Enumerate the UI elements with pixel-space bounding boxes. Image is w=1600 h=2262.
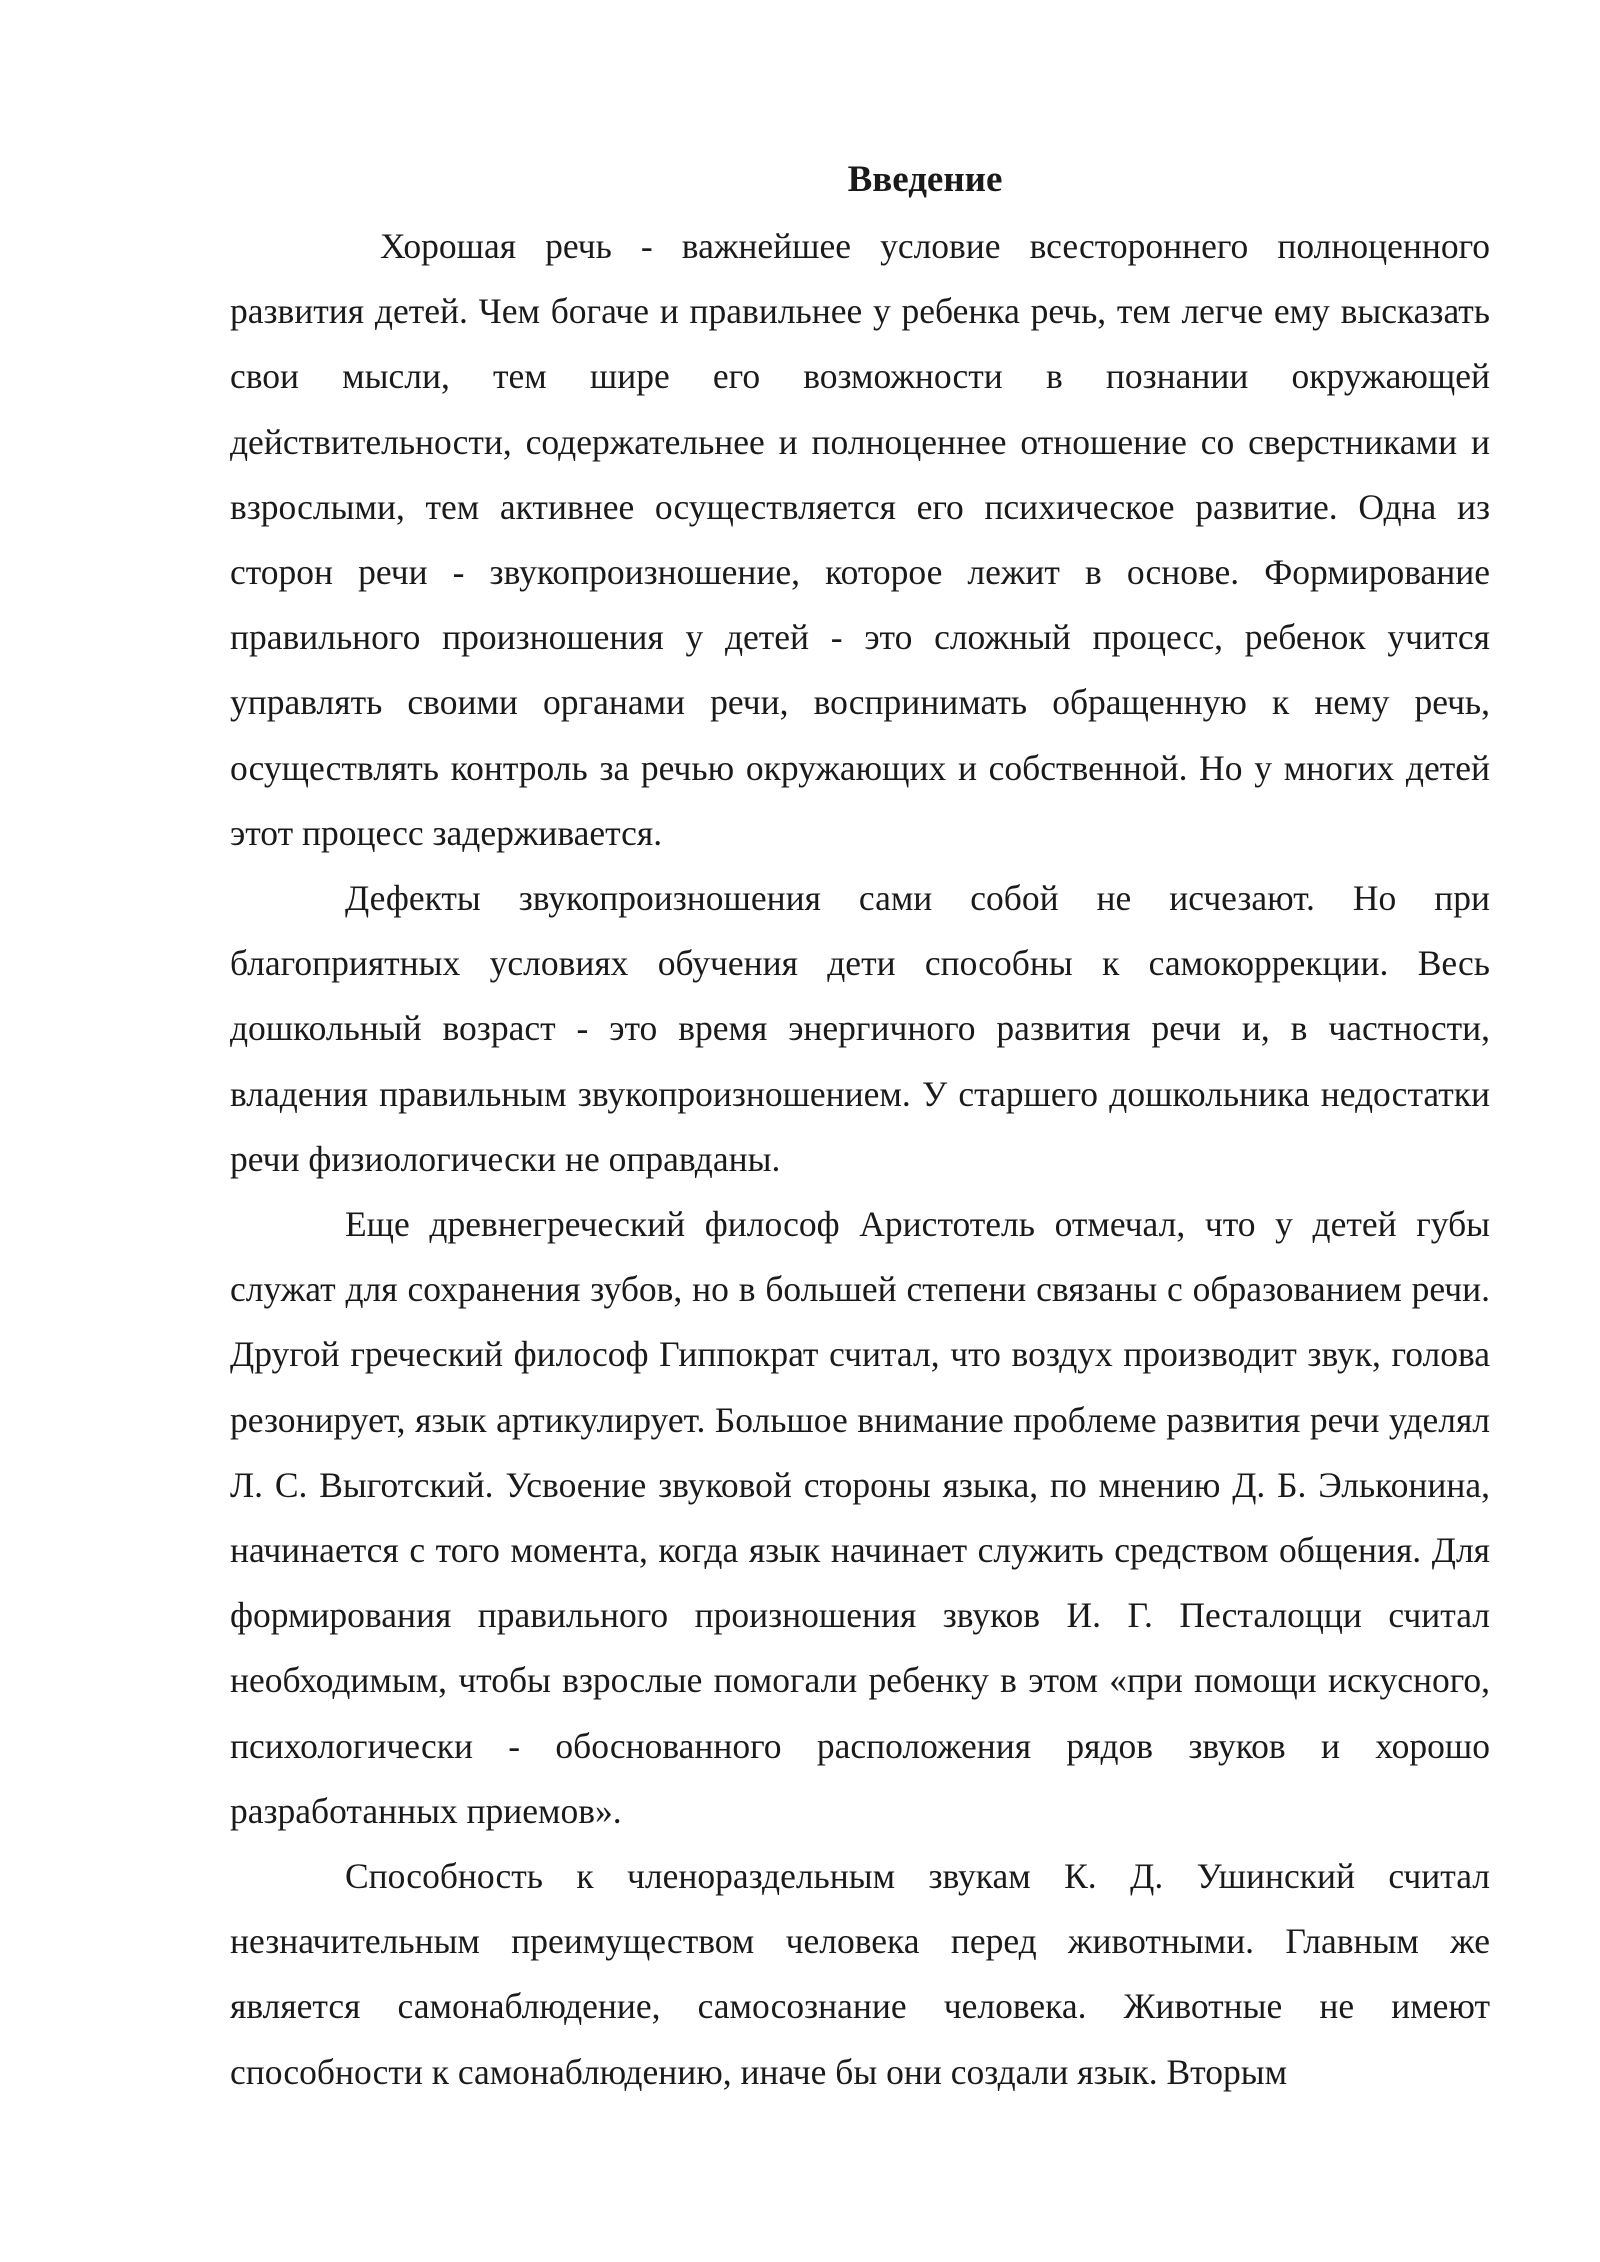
paragraph-4: Способность к членораздельным звукам К. Д. Ушинский считал незначительным преимуществом человека перед животными. Главным же является самонаблюдение, самосознание человека. Животные не имеют способности к самонаблюдению, иначе бы они создали язык. Вторым xyxy=(230,1856,1490,2092)
paragraph-3: Еще древнегреческий философ Аристотель отмечал, что у детей губы служат для сохранения зубов, но в большей степени связаны с образованием речи. Другой греческий философ Гиппократ считал, что воздух производит звук, голова резонирует, язык артикулирует. Большое внимание проблеме развития речи уделял Л. С. Выготский. Усвоение звуковой стороны языка, по мнению Д. Б. Эльконина, начинается с того момента, когда язык начинает служить средством общения. Для формирования правильного произношения звуков И. Г. Песталоцци считал необходимым, чтобы взрослые помогали ребенку в этом «при помощи искусного, психологически - обоснованного расположения рядов звуков и хорошо разработанных приемов». xyxy=(230,1204,1490,1831)
document-body xyxy=(230,150,1490,2105)
paragraph-2: Дефекты звукопроизношения сами собой не исчезают. Но при благоприятных условиях обучения дети способны к самокоррекции. Весь дошкольный возраст - это время энергичного развития речи и, в частности, владения правильным звукопроизношением. У старшего дошкольника недостатки речи физиологически не оправданы. xyxy=(230,878,1490,1179)
paragraph-1: Хорошая речь - важнейшее условие всестороннего полноценного развития детей. Чем богаче и правильнее у ребенка речь, тем легче ему высказать свои мысли, тем шире его возможности в познании окружающей действительности, содержательнее и полноценнее отношение со сверстниками и взрослыми, тем активнее осуществляется его психическое развитие. Одна из сторон речи - звукопроизношение, которое лежит в основе. Формирование правильного произношения у детей - это сложный процесс, ребенок учится управлять своими органами речи, воспринимать обращенную к нему речь, осуществлять контроль за речью окружающих и собственной. Но у многих детей этот процесс задерживается. xyxy=(230,226,1490,853)
document-title: Введение xyxy=(847,159,1003,200)
